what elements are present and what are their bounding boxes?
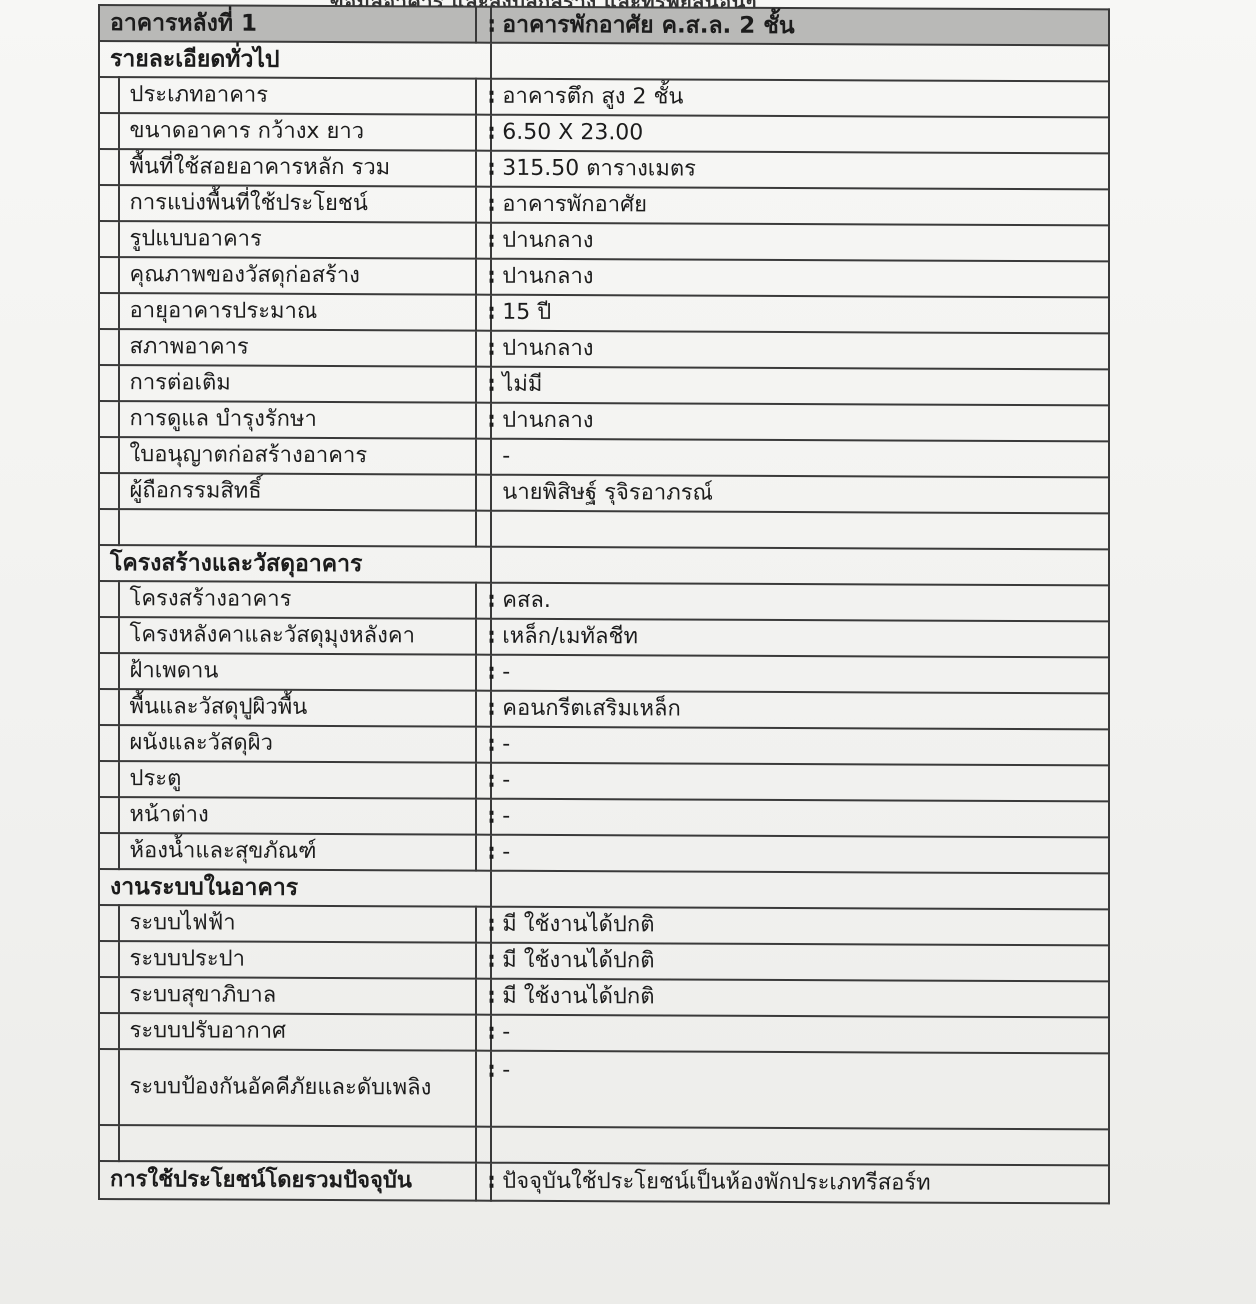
row-label: ระบบป้องกันอัคคีภัยและดับเพลิง xyxy=(119,1049,477,1127)
table-row xyxy=(99,725,1109,765)
row-value: อาคารพักอาศัย xyxy=(491,187,1109,226)
indent-cell xyxy=(99,473,119,509)
row-label: รูปแบบอาคาร xyxy=(119,221,477,259)
row-value: มี ใช้งานได้ปกติ xyxy=(491,979,1109,1018)
indent-cell xyxy=(99,365,119,401)
table-row xyxy=(99,113,1109,153)
colon-cell: : xyxy=(476,223,491,259)
row-value: มี ใช้งานได้ปกติ xyxy=(491,907,1109,946)
colon-cell xyxy=(476,439,491,475)
table-row xyxy=(99,149,1109,189)
table-row xyxy=(99,905,1109,945)
row-label: ระบบประปา xyxy=(119,941,477,979)
table-row xyxy=(99,401,1109,441)
table-row xyxy=(99,761,1109,801)
colon-cell: : xyxy=(476,295,491,331)
row-value xyxy=(491,511,1109,550)
colon-cell: : xyxy=(476,259,491,295)
colon-cell: : xyxy=(476,331,491,367)
row-label: โครงสร้างอาคาร xyxy=(119,581,477,619)
indent-cell xyxy=(99,617,119,653)
indent-cell xyxy=(99,905,119,941)
row-label: โครงหลังคาและวัสดุมุงหลังคา xyxy=(119,617,477,655)
row-label: สภาพอาคาร xyxy=(119,329,477,367)
row-value xyxy=(491,1127,1109,1166)
building-label: อาคารหลังที่ 1 xyxy=(99,5,476,43)
indent-cell xyxy=(99,257,119,293)
colon-cell: : xyxy=(476,583,491,619)
colon-cell: : xyxy=(476,1015,491,1051)
table-row xyxy=(99,941,1109,981)
table-row-empty xyxy=(99,509,1109,549)
row-value: - xyxy=(491,799,1109,838)
indent-cell xyxy=(99,1125,119,1161)
indent-cell xyxy=(99,581,119,617)
table-row xyxy=(99,653,1109,693)
row-label: การดูแล บำรุงรักษา xyxy=(119,401,477,439)
section-title: งานระบบในอาคาร xyxy=(99,869,491,907)
colon-cell: : xyxy=(476,1051,491,1127)
indent-cell xyxy=(99,329,119,365)
empty-cell xyxy=(491,547,1109,586)
row-value: - xyxy=(491,727,1109,766)
table-row xyxy=(99,617,1109,657)
colon-cell: : xyxy=(476,151,491,187)
row-value: ไม่มี xyxy=(491,367,1109,406)
empty-cell xyxy=(491,43,1109,82)
colon-cell: : xyxy=(476,799,491,835)
row-label: ผู้ถือกรรมสิทธิ์ xyxy=(119,473,477,511)
indent-cell xyxy=(99,149,119,185)
row-label: ระบบสุขาภิบาล xyxy=(119,977,477,1015)
row-value: - xyxy=(491,835,1109,874)
indent-cell xyxy=(99,761,119,797)
row-label: ใบอนุญาตก่อสร้างอาคาร xyxy=(119,437,477,475)
row-value: ปานกลาง xyxy=(491,259,1109,298)
colon-cell xyxy=(476,1127,491,1163)
indent-cell xyxy=(99,689,119,725)
row-label: ผนังและวัสดุผิว xyxy=(119,725,477,763)
table-row xyxy=(99,329,1109,369)
colon-cell: : xyxy=(476,943,491,979)
table-row xyxy=(99,221,1109,261)
table-row xyxy=(99,797,1109,837)
row-label: การต่อเติม xyxy=(119,365,477,403)
table-row xyxy=(99,293,1109,333)
row-label: อายุอาคารประมาณ xyxy=(119,293,477,331)
row-label: พื้นที่ใช้สอยอาคารหลัก รวม xyxy=(119,149,477,187)
indent-cell xyxy=(99,293,119,329)
row-value: ปานกลาง xyxy=(491,223,1109,262)
row-label: ประเภทอาคาร xyxy=(119,77,477,115)
row-value: 315.50 ตารางเมตร xyxy=(491,151,1109,190)
table-row xyxy=(99,77,1109,117)
row-value: ปานกลาง xyxy=(491,331,1109,370)
table-row xyxy=(99,581,1109,621)
indent-cell xyxy=(99,653,119,689)
colon-cell: : xyxy=(476,655,491,691)
row-label: ขนาดอาคาร กว้างx ยาว xyxy=(119,113,477,151)
row-label: ระบบปรับอากาศ xyxy=(119,1013,477,1051)
row-value: - xyxy=(491,439,1109,478)
colon-cell: : xyxy=(476,367,491,403)
summary-label: การใช้ประโยชน์โดยรวมปัจจุบัน xyxy=(99,1161,476,1201)
section-heading-systems xyxy=(99,869,1109,909)
indent-cell xyxy=(99,797,119,833)
row-label: ห้องน้ำและสุขภัณฑ์ xyxy=(119,833,477,871)
table-row xyxy=(99,473,1109,513)
summary-row xyxy=(99,1161,1109,1203)
row-value: 15 ปี xyxy=(491,295,1109,334)
colon-cell xyxy=(476,475,491,511)
row-label: พื้นและวัสดุปูผิวพื้น xyxy=(119,689,477,727)
row-label: คุณภาพของวัสดุก่อสร้าง xyxy=(119,257,477,295)
row-value: นายพิสิษฐ์ รุจิรอาภรณ์ xyxy=(491,475,1109,514)
row-value: 6.50 X 23.00 xyxy=(491,115,1109,154)
table-row xyxy=(99,365,1109,405)
row-value: - xyxy=(491,655,1109,694)
row-value: มี ใช้งานได้ปกติ xyxy=(491,943,1109,982)
colon-cell: : xyxy=(476,691,491,727)
table-row xyxy=(99,437,1109,477)
colon-cell: : xyxy=(476,1163,491,1201)
row-label: ระบบไฟฟ้า xyxy=(119,905,477,943)
row-value: - xyxy=(491,763,1109,802)
table-row-empty xyxy=(99,1125,1109,1165)
row-value: อาคารตึก สูง 2 ชั้น xyxy=(491,79,1109,118)
row-label: ประตู xyxy=(119,761,477,799)
colon-cell: : xyxy=(476,403,491,439)
row-label xyxy=(119,1125,477,1163)
building-value: อาคารพักอาศัย ค.ส.ล. 2 ชั้น xyxy=(491,7,1109,46)
indent-cell xyxy=(99,221,119,257)
table-row xyxy=(99,257,1109,297)
row-value: ปานกลาง xyxy=(491,403,1109,442)
colon-cell: : xyxy=(476,187,491,223)
colon-cell: : xyxy=(476,79,491,115)
building-info-table xyxy=(98,4,1110,1204)
table-row xyxy=(99,185,1109,225)
indent-cell xyxy=(99,941,119,977)
row-value: - xyxy=(491,1015,1109,1054)
indent-cell xyxy=(99,401,119,437)
colon-cell: : xyxy=(476,835,491,871)
row-label: การแบ่งพื้นที่ใช้ประโยชน์ xyxy=(119,185,477,223)
row-value: คอนกรีตเสริมเหล็ก xyxy=(491,691,1109,730)
building-header-row xyxy=(99,5,1109,45)
table-row xyxy=(99,689,1109,729)
row-label: หน้าต่าง xyxy=(119,797,477,835)
section-heading-structure xyxy=(99,545,1109,585)
colon-cell xyxy=(476,511,491,547)
row-label: ฝ้าเพดาน xyxy=(119,653,477,691)
indent-cell xyxy=(99,725,119,761)
row-value: เหล็ก/เมทัลชีท xyxy=(491,619,1109,658)
empty-cell xyxy=(491,871,1109,910)
summary-value: ปัจจุบันใช้ประโยชน์เป็นห้องพักประเภทรีสอร์ท xyxy=(491,1163,1109,1204)
indent-cell xyxy=(99,113,119,149)
indent-cell xyxy=(99,1013,119,1049)
indent-cell xyxy=(99,833,119,869)
indent-cell xyxy=(99,1049,119,1125)
colon-cell: : xyxy=(476,979,491,1015)
table-row xyxy=(99,1049,1109,1129)
indent-cell xyxy=(99,437,119,473)
indent-cell xyxy=(99,977,119,1013)
table-row xyxy=(99,833,1109,873)
colon-cell: : xyxy=(476,115,491,151)
row-label xyxy=(119,509,477,547)
section-title: โครงสร้างและวัสดุอาคาร xyxy=(99,545,491,583)
row-value: - xyxy=(491,1051,1109,1130)
colon-cell: : xyxy=(476,619,491,655)
table-row xyxy=(99,977,1109,1017)
colon-cell: : xyxy=(476,763,491,799)
indent-cell xyxy=(99,77,119,113)
colon-cell: : xyxy=(476,907,491,943)
indent-cell xyxy=(99,509,119,545)
section-heading-general xyxy=(99,41,1109,81)
indent-cell xyxy=(99,185,119,221)
row-value: คสล. xyxy=(491,583,1109,622)
colon-cell: : xyxy=(476,727,491,763)
colon-cell: : xyxy=(476,7,491,43)
section-title: รายละเอียดทั่วไป xyxy=(99,41,491,79)
table-row xyxy=(99,1013,1109,1053)
